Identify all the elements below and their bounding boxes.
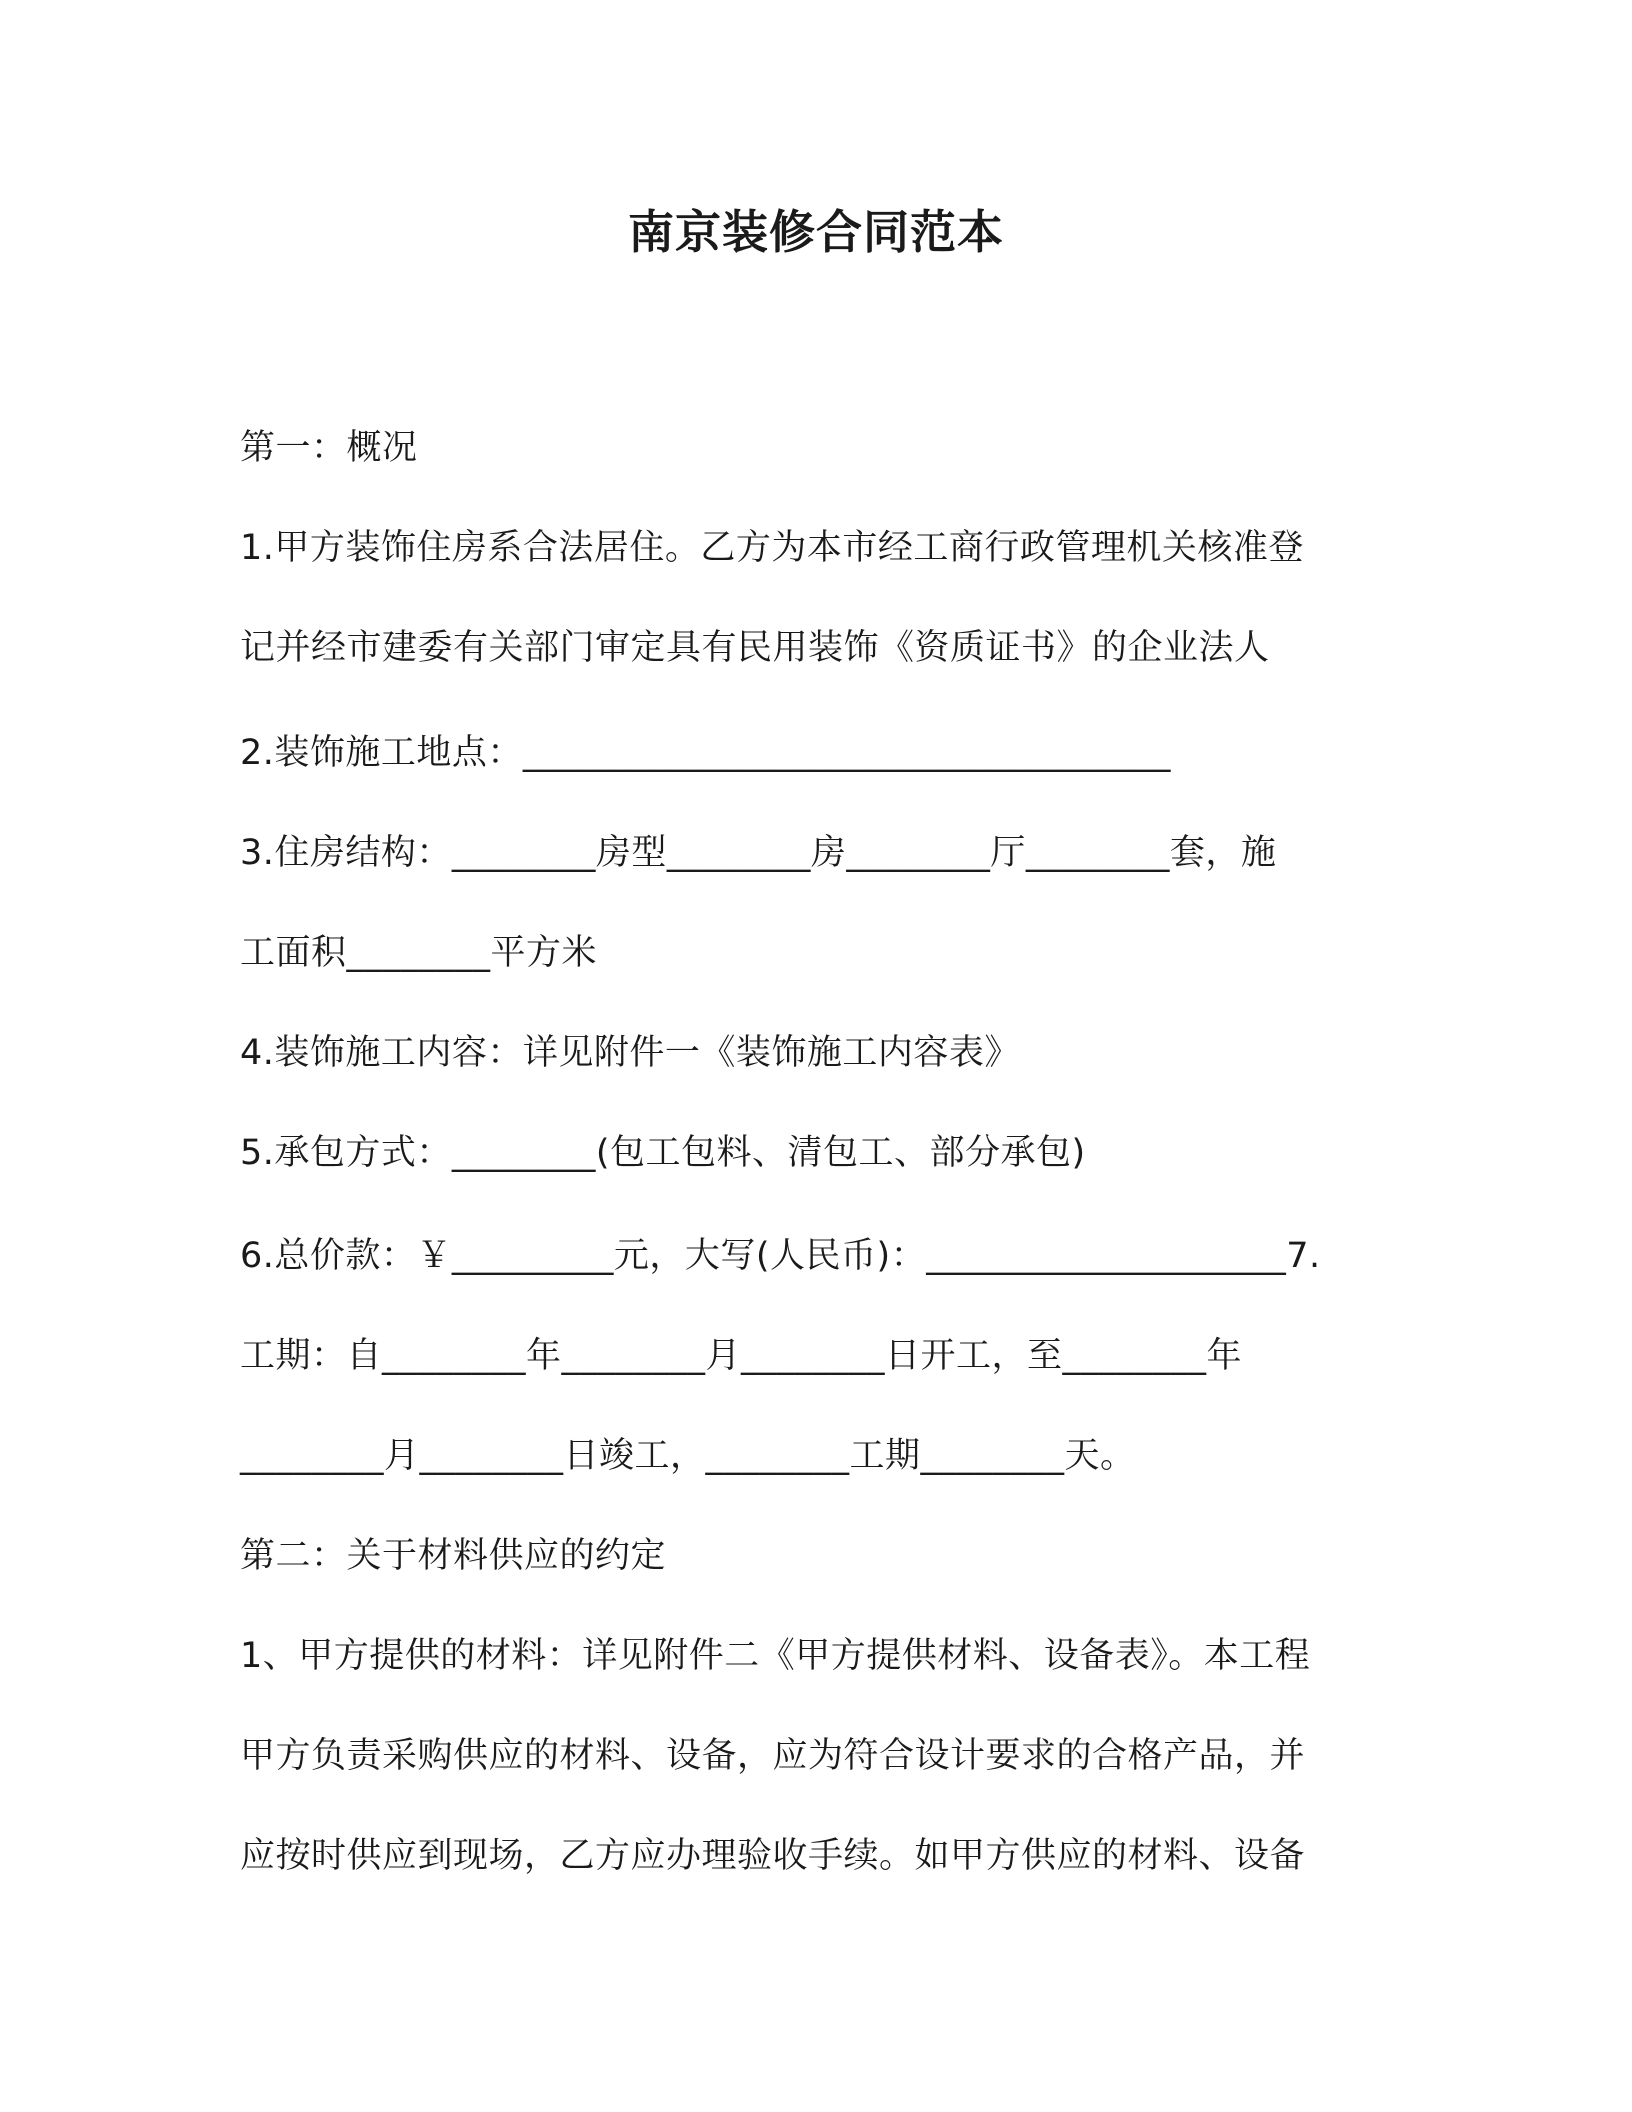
paragraph-line: ________月________日竣工，________工期________天。 — [240, 1436, 1136, 1476]
paragraph-line: 1.甲方装饰住房系合法居住。乙方为本市经工商行政管理机关核准登 — [240, 528, 1304, 568]
paragraph-line: 1、甲方提供的材料：详见附件二《甲方提供材料、设备表》。本工程 — [240, 1636, 1311, 1676]
paragraph-line: 5.承包方式：________(包工包料、清包工、部分承包) — [240, 1133, 1086, 1173]
paragraph-line: 工期：自________年________月________日开工，至________年 — [240, 1336, 1243, 1376]
paragraph-line: 3.住房结构：________房型________房________厅________套，施 — [240, 833, 1277, 873]
paragraph-line: 工面积________平方米 — [240, 933, 598, 973]
paragraph-line: 2.装饰施工地点：____________________________________ — [240, 733, 1171, 773]
paragraph-line: 4.装饰施工内容：详见附件一《装饰施工内容表》 — [240, 1033, 1020, 1073]
section-heading-overview: 第一：概况 — [240, 428, 418, 468]
section-heading-materials: 第二：关于材料供应的约定 — [240, 1536, 667, 1576]
paragraph-line: 甲方负责采购供应的材料、设备，应为符合设计要求的合格产品，并 — [240, 1736, 1306, 1776]
document-title: 南京装修合同范本 — [628, 205, 1004, 259]
paragraph-line: 6.总价款：￥_________元，大写(人民币)：____________________7. — [240, 1236, 1321, 1276]
paragraph-line: 记并经市建委有关部门审定具有民用装饰《资质证书》的企业法人 — [240, 628, 1270, 668]
paragraph-line: 应按时供应到现场，乙方应办理验收手续。如甲方供应的材料、设备 — [240, 1836, 1306, 1876]
